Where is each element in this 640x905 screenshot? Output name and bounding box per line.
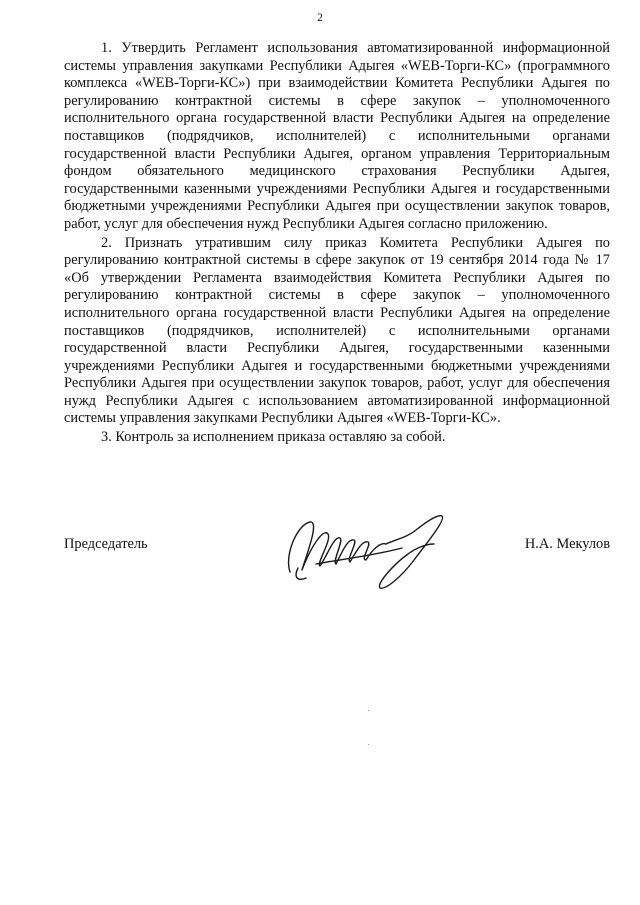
paragraph-control: 3. Контроль за исполнением приказа оставляю за собой. bbox=[101, 429, 446, 446]
order-body bbox=[64, 40, 610, 447]
page-number: 2 bbox=[317, 12, 323, 24]
scan-speck bbox=[368, 744, 369, 745]
paragraph-approve-regulation: 1. Утвердить Регламент использования автоматизированной информационной системы управления закупками Республики Адыгея «WEB-Торги-КС» (программного комплекса «WEB-Торги-КС») при взаимодействии Комитета Республики Адыгея по регулированию контрактной системы в сфере закупок – уполномоченного исполнительного органа государственной власти Республики Адыгея на определение поставщиков (подрядчиков, исполнителей) с исполнительными органами государственной власти Республики Адыгея, органом управления Территориальным фондом обязательного медицинского страхования Республики Адыгея, государственными казенными учреждениями Республики Адыгея и государственными бюджетными учреждениями Республики Адыгея при осуществлении закупок товаров, работ, услуг для обеспечения нужд Республики Адыгея согласно приложению. bbox=[64, 40, 610, 232]
signature-block bbox=[64, 530, 610, 580]
signer-name: Н.А. Мекулов bbox=[524, 536, 610, 552]
paragraph-repeal-order: 2. Признать утратившим силу приказ Комитета Республики Адыгея по регулированию контрактной системы в сфере закупок от 19 сентября 2014 года № 17 «Об утверждении Регламента взаимодействия Комитета Республики Адыгея по регулированию контрактной системы в сфере закупок – уполномоченного исполнительного органа государственной власти Республики Адыгея на определение поставщиков (подрядчиков, исполнителей) с исполнительными органами государственной власти Республики Адыгея, государственными казенными учреждениями Республики Адыгея и государственными бюджетными учреждениями Республики Адыгея при осуществлении закупок товаров, работ, услуг для обеспечения нужд Республики Адыгея с использованием автоматизированной информационной системы управления закупками Республики Адыгея «WEB-Торги-КС». bbox=[64, 234, 610, 427]
signer-title: Председатель bbox=[64, 536, 148, 552]
scan-speck bbox=[368, 710, 369, 711]
handwritten-signature bbox=[276, 494, 456, 604]
